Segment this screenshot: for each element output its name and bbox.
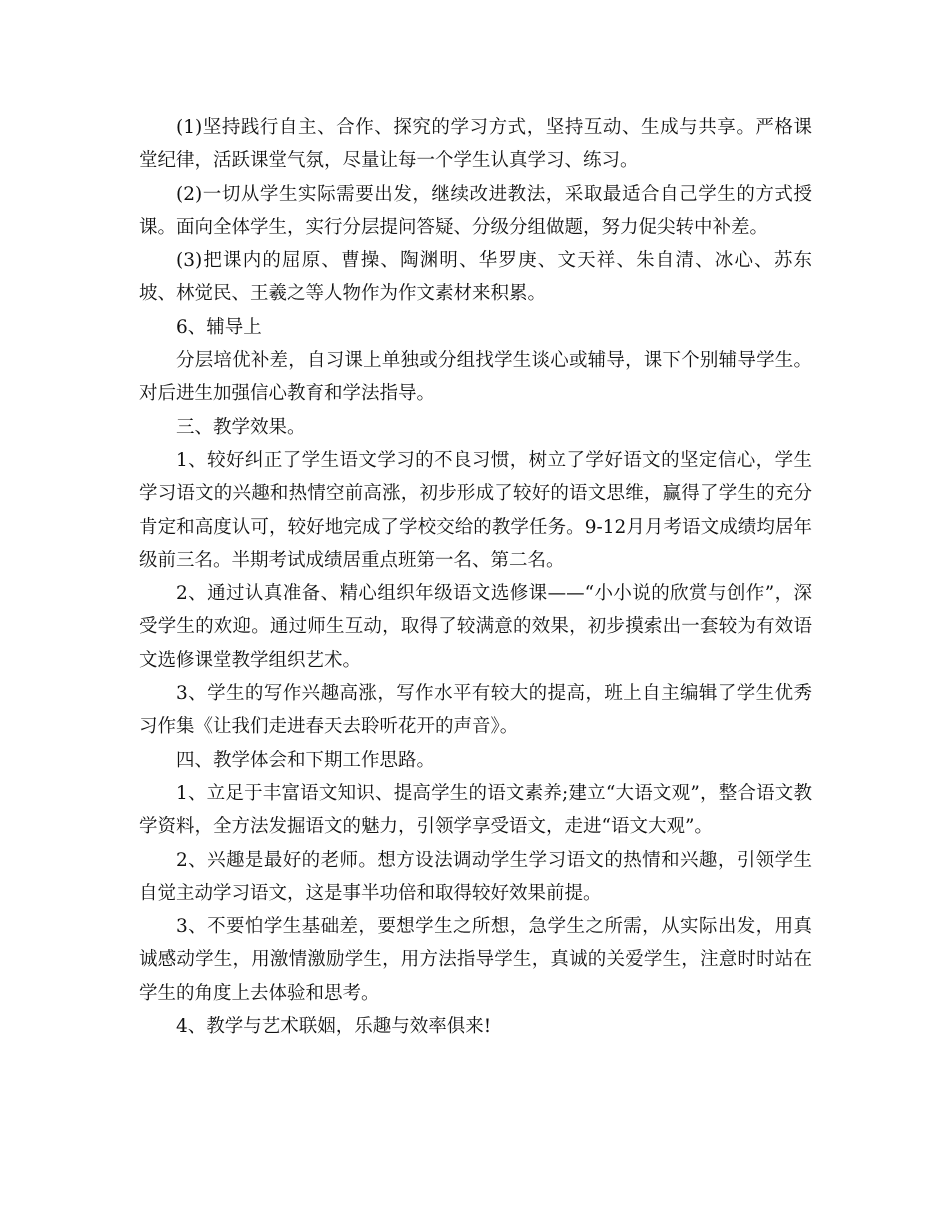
paragraph-9: 3、学生的写作兴趣高涨，写作水平有较大的提高，班上自主编辑了学生优秀习作集《让我们走进春天去聆听花开的声音》。 <box>139 683 812 738</box>
section-heading-effects: 三、教学效果。 <box>176 416 306 438</box>
paragraph-3: (3)把课内的屈原、曹操、陶渊明、华罗庚、文天祥、朱自清、冰心、苏东坡、林觉民、王羲之等人物作为作文素材来积累。 <box>139 250 812 305</box>
paragraph-7: 1、较好纠正了学生语文学习的不良习惯，树立了学好语文的坚定信心，学生学习语文的兴趣和热情空前高涨，初步形成了较好的语文思维，赢得了学生的充分肯定和高度认可，较好地完成了学校交给的教学任务。9-12月月考语文成绩均居年级前三名。半期考试成绩居重点班第一名、第二名。 <box>139 449 812 571</box>
paragraph-12: 2、兴趣是最好的老师。想方设法调动学生学习语文的热情和兴趣，引领学生自觉主动学习语文，这是事半功倍和取得较好效果前提。 <box>139 849 812 904</box>
paragraph-14: 4、教学与艺术联姻，乐趣与效率俱来! <box>176 1016 492 1038</box>
paragraph-5: 分层培优补差，自习课上单独或分组找学生谈心或辅导，课下个别辅导学生。对后进生加强信心教育和学法指导。 <box>139 350 812 405</box>
paragraph-8: 2、通过认真准备、精心组织年级语文选修课——“小小说的欣赏与创作”，深受学生的欢迎。通过师生互动，取得了较满意的效果，初步摸索出一套较为有效语文选修课堂教学组织艺术。 <box>139 583 812 671</box>
paragraph-13: 3、不要怕学生基础差，要想学生之所想，急学生之所需，从实际出发，用真诚感动学生，用激情激励学生，用方法指导学生，真诚的关爱学生，注意时时站在学生的角度上去体验和思考。 <box>139 916 812 1004</box>
paragraph-2: (2)一切从学生实际需要出发，继续改进教法，采取最适合自己学生的方式授课。面向全体学生，实行分层提问答疑、分级分组做题，努力促尖转中补差。 <box>139 183 812 238</box>
section-heading-tutoring: 6、辅导上 <box>176 316 262 338</box>
paragraph-1: (1)坚持践行自主、合作、探究的学习方式，坚持互动、生成与共享。严格课堂纪律，活跃课堂气氛，尽量让每一个学生认真学习、练习。 <box>139 117 812 172</box>
section-heading-reflections: 四、教学体会和下期工作思路。 <box>176 749 436 771</box>
paragraph-11: 1、立足于丰富语文知识、提高学生的语文素养;建立“大语文观”，整合语文教学资料，全方法发掘语文的魅力，引领学享受语文，走进“语文大观”。 <box>139 782 812 838</box>
document-body <box>139 111 812 1043</box>
